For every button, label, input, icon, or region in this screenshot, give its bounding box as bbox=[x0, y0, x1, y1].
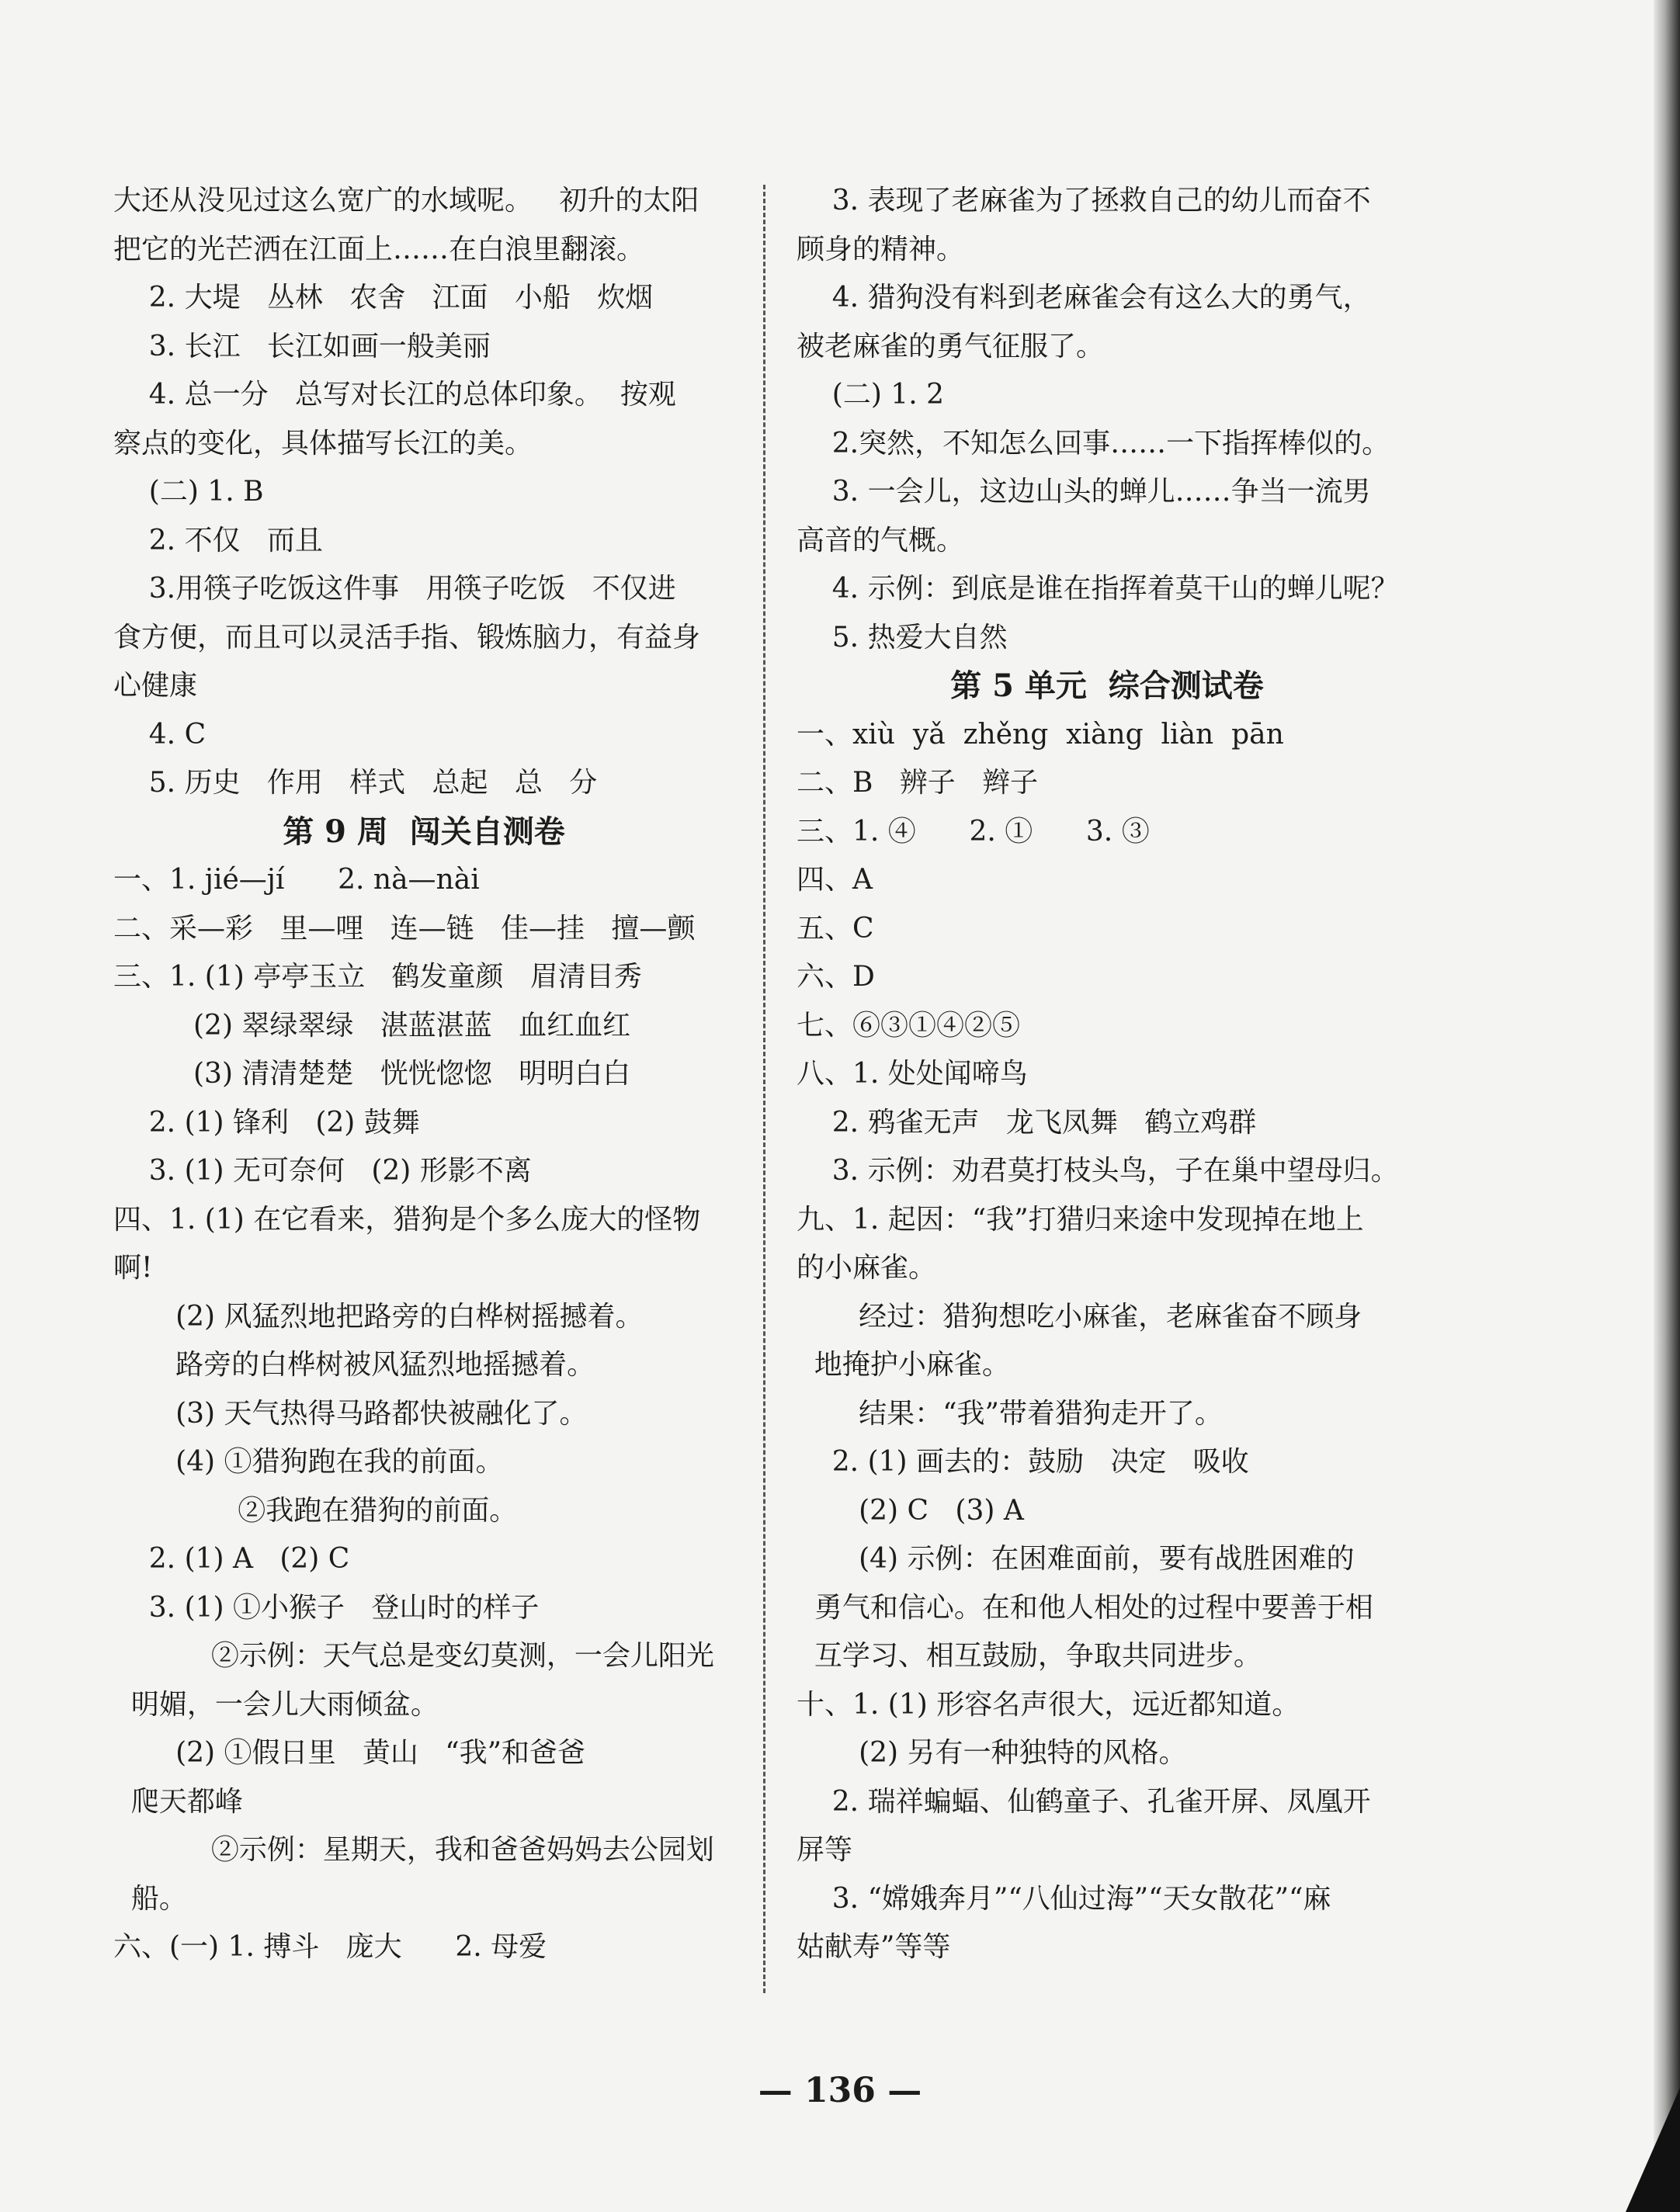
answer-line: 屏等 bbox=[797, 1834, 853, 1866]
answer-line: 4. C bbox=[113, 718, 207, 751]
section-heading: 第 5 单元 综合测试卷 bbox=[950, 667, 1264, 704]
answer-line: (2) 翠绿翠绿 湛蓝湛蓝 血红血红 bbox=[113, 1009, 631, 1042]
column-divider bbox=[763, 185, 765, 1993]
answer-line: 2. 大堤 丛林 农舍 江面 小船 炊烟 bbox=[113, 282, 654, 314]
answer-line: 高音的气概。 bbox=[797, 524, 965, 556]
answer-line: (2) 另有一种独特的风格。 bbox=[797, 1737, 1187, 1769]
answer-line: (4) ①猎狗跑在我的前面。 bbox=[113, 1446, 504, 1478]
answer-line: (4) 示例：在困难面前，要有战胜困难的 bbox=[797, 1543, 1355, 1575]
answer-line: 3.用筷子吃饭这件事 用筷子吃饭 不仅进 bbox=[113, 573, 676, 605]
answer-line: 一、xiù yǎ zhěng xiàng liàn pān bbox=[797, 718, 1284, 751]
answer-line: (二) 1. 2 bbox=[797, 379, 945, 411]
answer-line: 地掩护小麻雀。 bbox=[797, 1349, 1010, 1381]
answer-line: 的小麻雀。 bbox=[797, 1252, 937, 1284]
answer-line: 经过：猎狗想吃小麻雀，老麻雀奋不顾身 bbox=[797, 1300, 1362, 1333]
answer-line: 九、1. 起因：“我”打猎归来途中发现掉在地上 bbox=[797, 1203, 1364, 1236]
answer-line: 勇气和信心。在和他人相处的过程中要善于相 bbox=[797, 1591, 1373, 1624]
answer-line: 六、D bbox=[797, 961, 875, 993]
answer-line: 十、1. (1) 形容名声很大，远近都知道。 bbox=[797, 1688, 1300, 1721]
section-heading: 第 9 周 闯关自测卷 bbox=[283, 813, 565, 850]
answer-line: 2.突然，不知怎么回事……一下指挥棒似的。 bbox=[797, 427, 1390, 459]
answer-line: (3) 清清楚楚 恍恍惚惚 明明白白 bbox=[113, 1058, 631, 1090]
left-column bbox=[113, 177, 734, 1972]
answer-line: ②示例：星期天，我和爸爸妈妈去公园划 bbox=[113, 1834, 714, 1866]
answer-line: 4. 总一分 总写对长江的总体印象。 按观 bbox=[113, 379, 676, 411]
answer-line: 4. 猎狗没有料到老麻雀会有这么大的勇气， bbox=[797, 282, 1371, 314]
answer-line: 5. 历史 作用 样式 总起 总 分 bbox=[113, 767, 598, 799]
answer-line: 路旁的白桦树被风猛烈地摇撼着。 bbox=[113, 1349, 595, 1381]
answer-line: 啊! bbox=[113, 1252, 153, 1284]
answer-line: 3. (1) 无可奈何 (2) 形影不离 bbox=[113, 1155, 532, 1187]
answer-line: 四、A bbox=[797, 864, 873, 896]
answer-line: ②示例：天气总是变幻莫测，一会儿阳光 bbox=[113, 1640, 714, 1672]
answer-line: 八、1. 处处闻啼鸟 bbox=[797, 1058, 1028, 1090]
answer-line: (2) C (3) A bbox=[797, 1494, 1024, 1527]
answer-line: 船。 bbox=[113, 1882, 187, 1915]
answer-line: 3. 一会儿，这边山头的蝉儿……争当一流男 bbox=[797, 476, 1371, 508]
answer-line: 2. 瑞祥蝙蝠、仙鹤童子、孔雀开屏、凤凰开 bbox=[797, 1785, 1371, 1818]
answer-line: 3. “嫦娥奔月”“八仙过海”“天女散花”“麻 bbox=[797, 1882, 1331, 1915]
answer-line: 4. 示例：到底是谁在指挥着莫干山的蝉儿呢？ bbox=[797, 573, 1399, 605]
answer-line: 互学习、相互鼓励，争取共同进步。 bbox=[797, 1640, 1262, 1672]
answer-line: 2. (1) 画去的：鼓励 决定 吸收 bbox=[797, 1446, 1249, 1478]
answer-line: 2. 鸦雀无声 龙飞凤舞 鹤立鸡群 bbox=[797, 1106, 1257, 1139]
scan-edge-shadow bbox=[1654, 0, 1680, 2212]
answer-line: 食方便，而且可以灵活手指、锻炼脑力，有益身 bbox=[113, 621, 701, 654]
answer-line: 姑献寿”等等 bbox=[797, 1931, 951, 1963]
answer-line: 爬天都峰 bbox=[113, 1785, 243, 1818]
answer-line: 顾身的精神。 bbox=[797, 233, 965, 265]
answer-line: 察点的变化，具体描写长江的美。 bbox=[113, 427, 533, 459]
answer-line: 七、⑥③①④②⑤ bbox=[797, 1009, 1021, 1042]
answer-line: 被老麻雀的勇气征服了。 bbox=[797, 330, 1105, 362]
answer-line: 把它的光芒洒在江面上……在白浪里翻滚。 bbox=[113, 233, 645, 265]
answer-line: (3) 天气热得马路都快被融化了。 bbox=[113, 1397, 588, 1430]
answer-line: 四、1. (1) 在它看来，猎狗是个多么庞大的怪物 bbox=[113, 1203, 701, 1236]
answer-line: 2. (1) A (2) C bbox=[113, 1543, 350, 1575]
answer-line: 三、1. ④ 2. ① 3. ③ bbox=[797, 815, 1150, 848]
answer-line: 三、1. (1) 亭亭玉立 鹤发童颜 眉清目秀 bbox=[113, 961, 642, 993]
answer-line: 3. 表现了老麻雀为了拯救自己的幼儿而奋不 bbox=[797, 185, 1371, 217]
answer-line: 二、B 辨子 辫子 bbox=[797, 767, 1039, 799]
answer-line: (2) 风猛烈地把路旁的白桦树摇撼着。 bbox=[113, 1300, 644, 1333]
answer-line: (2) ①假日里 黄山 “我”和爸爸 bbox=[113, 1737, 586, 1769]
answer-line: 结果：“我”带着猎狗走开了。 bbox=[797, 1397, 1223, 1430]
page-number: — 136 — bbox=[758, 2071, 922, 2110]
answer-line: 2. (1) 锋利 (2) 鼓舞 bbox=[113, 1106, 420, 1139]
right-column bbox=[797, 177, 1418, 1972]
answer-line: 心健康 bbox=[113, 670, 198, 702]
answer-line: ②我跑在猎狗的前面。 bbox=[113, 1494, 518, 1527]
answer-line: 5. 热爱大自然 bbox=[797, 621, 1008, 654]
answer-line: 六、(一) 1. 搏斗 庞大 2. 母爱 bbox=[113, 1931, 547, 1963]
answer-line: 2. 不仅 而且 bbox=[113, 524, 323, 556]
answer-line: 五、C bbox=[797, 912, 874, 945]
answer-line: 大还从没见过这么宽广的水域呢。 初升的太阳 bbox=[113, 185, 699, 217]
answer-line: 3. 示例：劝君莫打枝头鸟，子在巢中望母归。 bbox=[797, 1155, 1399, 1187]
answer-line: 明媚，一会儿大雨倾盆。 bbox=[113, 1688, 439, 1721]
answer-line: 3. 长江 长江如画一般美丽 bbox=[113, 330, 491, 362]
answer-line: 一、1. jié—jí 2. nà—nài bbox=[113, 864, 480, 896]
answer-line: 二、采—彩 里—哩 连—链 佳—挂 擅—颤 bbox=[113, 912, 696, 945]
answer-line: (二) 1. B bbox=[113, 476, 264, 508]
answer-line: 3. (1) ①小猴子 登山时的样子 bbox=[113, 1591, 540, 1624]
